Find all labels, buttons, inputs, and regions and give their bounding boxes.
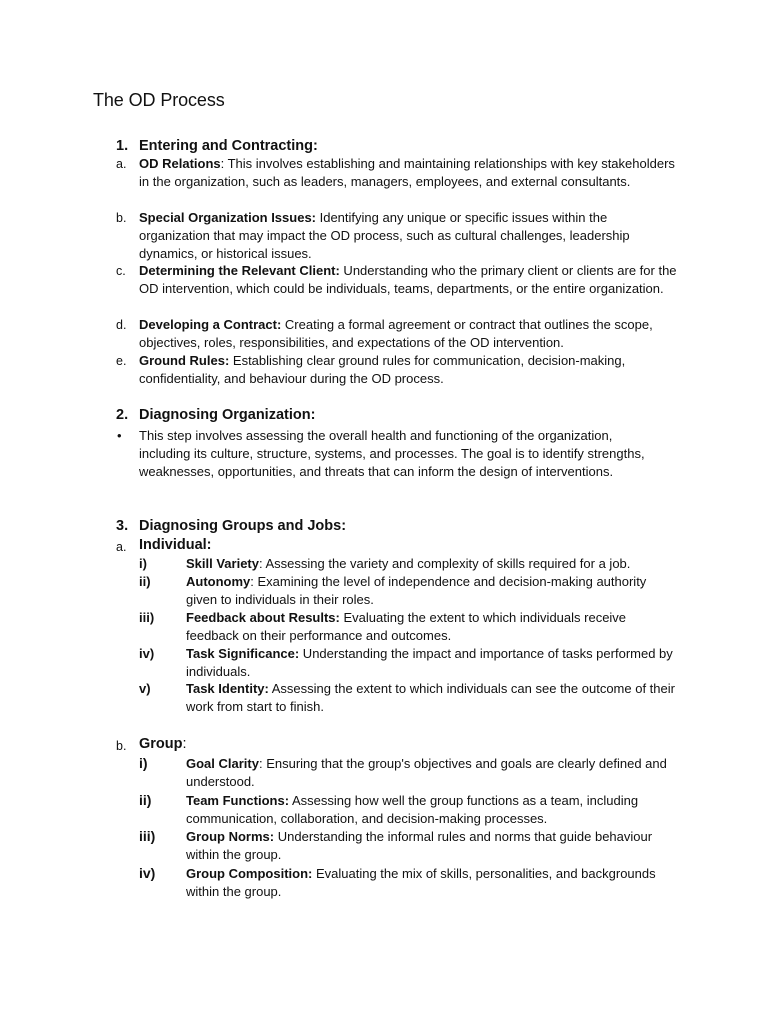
item-marker: • — [117, 428, 122, 443]
item-lead: Autonomy — [186, 574, 251, 589]
item-text: : Ensuring that the group's objectives and goals are clearly defined and understood. — [186, 756, 667, 789]
item-marker: iv) — [139, 646, 155, 661]
item-lead: Feedback about Results: — [186, 610, 340, 625]
item-lead: Task Significance: — [186, 646, 300, 661]
list-item-s1-3 — [139, 316, 679, 352]
item-lead: Developing a Contract: — [139, 317, 282, 332]
item-lead: Team Functions: — [186, 793, 290, 808]
item-text: Identifying any unique or specific issues within the organization that may impact the OD process, such as cultural challenges, leadership dynamics, or historical issues. — [139, 210, 630, 261]
list-item-s1-2 — [139, 262, 679, 298]
list-item-s1-0 — [139, 155, 679, 191]
item-marker: d. — [116, 318, 127, 332]
item-text: This step involves assessing the overall health and functioning of the organization, including its culture, structure, systems, and processes. The goal is to identify strengths, weaknesses, opportunities, and threats that can inform the design of interventions. — [139, 428, 645, 479]
subsection-marker: a. — [116, 540, 127, 554]
list-item-group-0 — [186, 755, 676, 791]
item-text: Assessing the extent to which individuals can see the outcome of their work from start to finish. — [186, 681, 675, 714]
item-text: Evaluating the extent to which individuals receive feedback on their performance and outcomes. — [186, 610, 627, 643]
section-heading-1 — [116, 136, 318, 156]
item-lead: Special Organization Issues: — [139, 210, 316, 225]
item-text: Understanding the impact and importance of tasks performed by individuals. — [186, 646, 673, 679]
list-item-s1-1 — [139, 209, 679, 262]
subsection-label-group — [139, 735, 187, 754]
item-marker: e. — [116, 354, 127, 368]
section-title: Diagnosing Organization: — [139, 407, 316, 423]
item-marker: b. — [116, 211, 127, 225]
section-heading-2 — [116, 405, 315, 425]
section-number: 2. — [116, 407, 129, 423]
item-marker: i) — [139, 755, 148, 771]
item-lead: Ground Rules: — [139, 353, 230, 368]
section-title: Diagnosing Groups and Jobs: — [139, 518, 347, 534]
item-lead: Skill Variety — [186, 556, 259, 571]
list-item-individual-2 — [186, 609, 676, 645]
item-lead: Group Norms: — [186, 829, 275, 844]
item-marker: iii) — [139, 610, 155, 625]
list-item-individual-4 — [186, 680, 676, 716]
item-marker: iv) — [139, 865, 156, 881]
section-number: 3. — [116, 518, 129, 534]
item-marker: v) — [139, 681, 151, 696]
item-marker: ii) — [139, 792, 152, 808]
item-text: : Examining the level of independence and decision-making authority given to individuals in their roles. — [186, 574, 647, 607]
subsection-label-text: Individual: — [139, 537, 212, 553]
list-item-s2-0 — [139, 427, 657, 480]
item-text: Understanding the informal rules and norms that guide behaviour within the group. — [186, 829, 653, 862]
item-lead: Task Identity: — [186, 681, 269, 696]
document-title: The OD Process — [93, 90, 225, 110]
section-number: 1. — [116, 138, 129, 154]
subsection-label-individual — [139, 536, 212, 555]
subsection-marker: b. — [116, 739, 127, 753]
list-item-group-1 — [186, 792, 676, 828]
item-marker: i) — [139, 556, 147, 571]
subsection-label-text: Group — [139, 736, 183, 752]
item-marker: c. — [116, 264, 126, 278]
subsection-label-suffix: : — [182, 736, 187, 752]
item-marker: a. — [116, 157, 127, 171]
list-item-s1-4 — [139, 352, 679, 388]
list-item-group-2 — [186, 828, 676, 864]
item-text: Evaluating the mix of skills, personalities, and backgrounds within the group. — [186, 866, 656, 899]
list-item-individual-1 — [186, 573, 676, 609]
item-text: : This involves establishing and maintaining relationships with key stakeholders in the organization, such as leaders, managers, employees, and external consultants. — [139, 156, 675, 189]
section-title: Entering and Contracting: — [139, 138, 318, 154]
list-item-group-3 — [186, 865, 676, 901]
list-item-individual-3 — [186, 645, 676, 681]
item-marker: iii) — [139, 828, 156, 844]
item-lead: Goal Clarity — [186, 756, 259, 771]
item-text: : Assessing the variety and complexity of skills required for a job. — [259, 556, 631, 571]
item-lead: Group Composition: — [186, 866, 313, 881]
item-text: Understanding who the primary client or clients are for the OD intervention, which could be individuals, teams, departments, or the entire organization. — [139, 263, 677, 296]
item-text: Establishing clear ground rules for communication, decision-making, confidentiality, and behaviour during the OD process. — [139, 353, 626, 386]
item-lead: Determining the Relevant Client: — [139, 263, 340, 278]
item-lead: OD Relations — [139, 156, 221, 171]
item-text: Creating a formal agreement or contract that outlines the scope, objectives, roles, responsibilities, and expectations of the OD intervention. — [139, 317, 653, 350]
list-item-individual-0 — [186, 555, 676, 573]
item-text: Assessing how well the group functions as a team, including communication, collaboration, and decision-making processes. — [186, 793, 639, 826]
item-marker: ii) — [139, 574, 151, 589]
section-heading-3 — [116, 516, 346, 536]
